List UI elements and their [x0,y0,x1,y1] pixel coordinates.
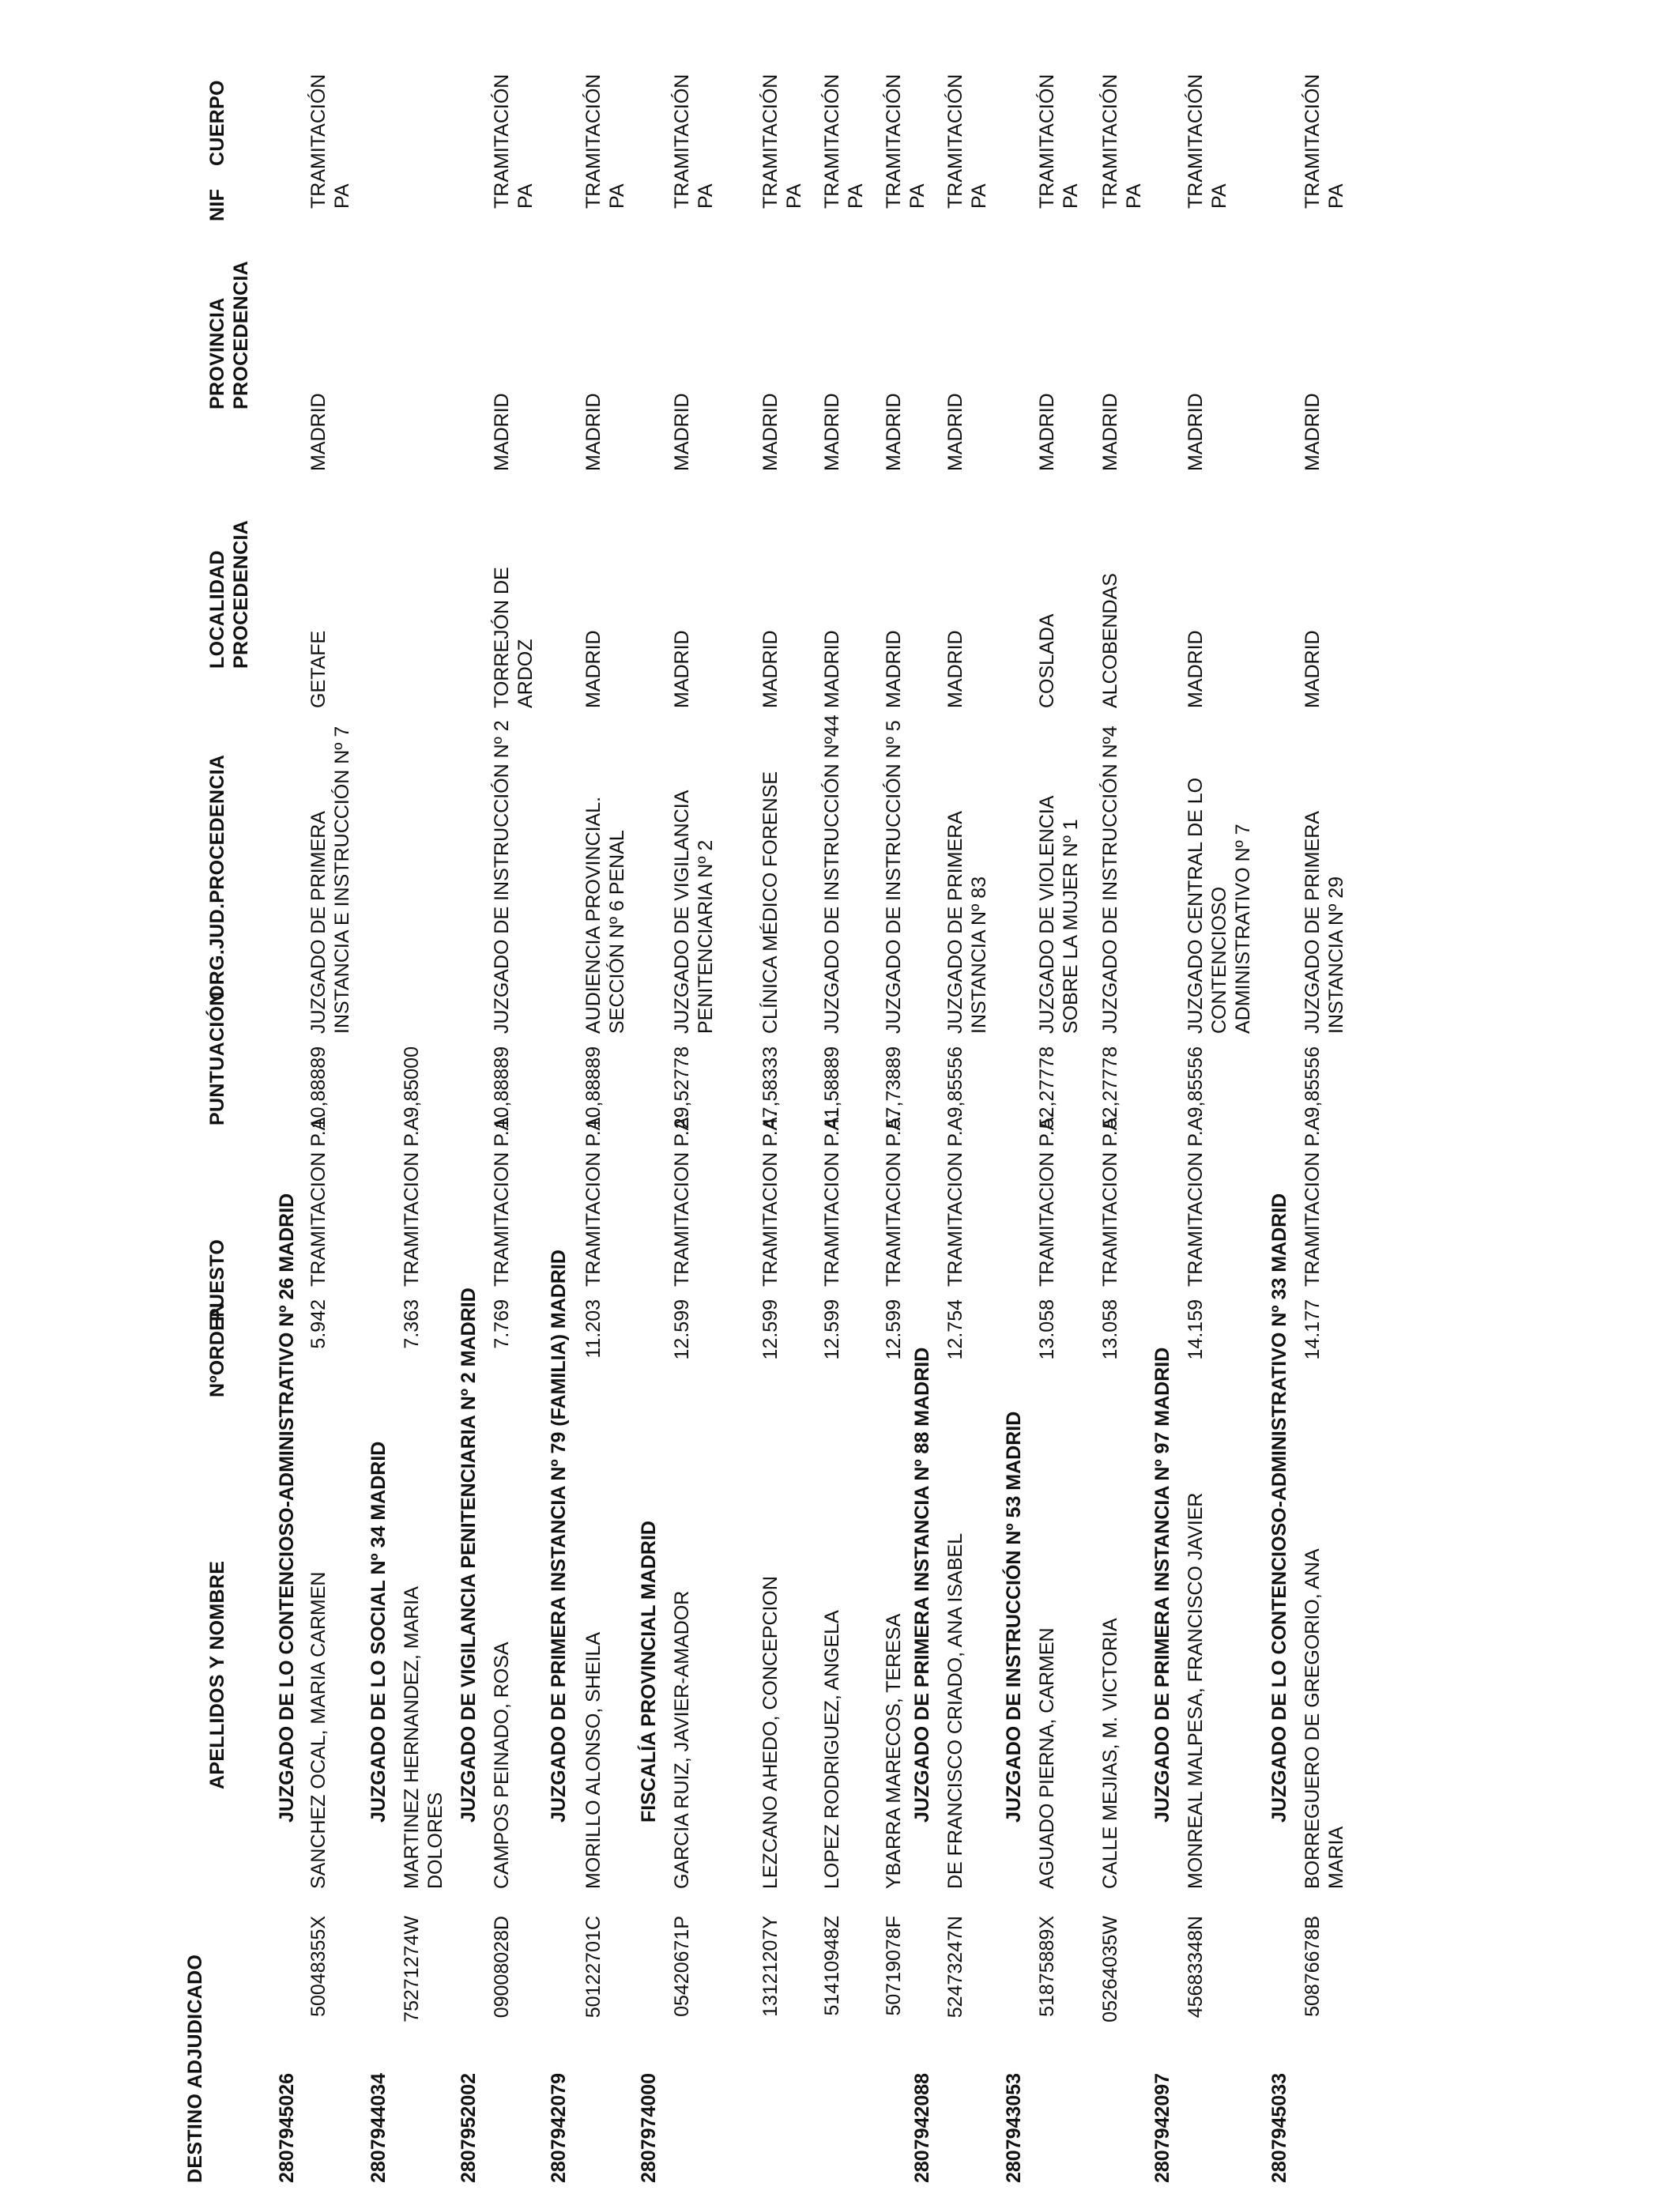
nif-cell: 13121207Y [759,1916,782,2017]
group-code: 2807945026 [276,2072,298,2183]
nif-cell: 51875889X [1036,1916,1058,2017]
puesto-cell: TRAMITACION P.A. [1099,1111,1121,1287]
nif-cell: 50048355X [307,1916,330,2017]
nif-cell: 09008028D [491,1916,513,2019]
nif-cell: 50719078F [883,1916,905,2016]
cuerpo-cell: PA [695,183,717,209]
orden-cell: 13.058 [1099,1299,1121,1360]
col-nif: NIF [206,188,228,221]
cuerpo-cell: PA [1208,183,1230,209]
col-puntuacion: PUNTUACIÓN [206,991,228,1125]
cuerpo-cell: PA [1325,183,1347,209]
provincia-cell: MADRID [944,393,966,471]
nombre-cell: SANCHEZ OCAL, MARIA CARMEN [307,1571,330,1889]
col-norden: NºORDEN [206,1302,228,1397]
group-code: 2807944034 [367,2072,390,2183]
org-cell: JUZGADO DE PRIMERA [944,811,966,1034]
group-code: 2807942088 [911,2072,933,2183]
group-name: JUZGADO DE LO CONTENCIOSO-ADMINISTRATIVO Nº 33 MADRID [1268,1193,1290,1823]
group-name: FISCALÍA PROVINCIAL MADRID [638,1521,660,1823]
group-code: 2807943053 [1003,2072,1025,2183]
localidad-cell: MADRID [821,630,843,708]
puntuacion-cell: 9,85556 [1185,1046,1207,1118]
cuerpo-cell: TRAMITACIÓN [307,74,330,209]
org-cell: JUZGADO DE PRIMERA [1301,811,1324,1034]
nombre-cell: YBARRA MARECOS, TERESA [883,1613,905,1889]
col-provincia-2: PROCEDENCIA [230,260,252,409]
orden-cell: 5.942 [307,1299,330,1349]
col-cuerpo: CUERPO [206,80,228,166]
puesto-cell: TRAMITACION P.A. [401,1111,423,1287]
localidad-cell: MADRID [582,630,605,708]
cuerpo-cell: TRAMITACIÓN [759,74,782,209]
group-name: JUZGADO DE INSTRUCCIÓN Nº 53 MADRID [1003,1411,1025,1823]
group-name: JUZGADO DE PRIMERA INSTANCIA Nº 97 MADRID [1151,1347,1173,1823]
puntuacion-cell: 41,58889 [821,1046,843,1129]
puntuacion-cell: 10,88889 [307,1046,330,1129]
group-name: JUZGADO DE PRIMERA INSTANCIA Nº 88 MADRID [911,1347,933,1823]
org-cell: ADMINISTRATIVO Nº 7 [1232,824,1254,1034]
org-cell: JUZGADO DE VIOLENCIA [1036,795,1058,1034]
col-apellidos: APELLIDOS Y NOMBRE [206,1560,228,1789]
col-puesto: PUESTO [206,1238,228,1321]
cuerpo-cell: PA [968,183,990,209]
puesto-cell: TRAMITACION P.A. [1036,1111,1058,1287]
puntuacion-cell: 57,73889 [883,1046,905,1129]
orden-cell: 12.599 [821,1299,843,1360]
puesto-cell: TRAMITACION P.A. [582,1111,605,1287]
org-cell: JUZGADO DE INSTRUCCIÓN Nº 5 [883,720,905,1034]
org-cell: SOBRE LA MUJER Nº 1 [1060,819,1082,1034]
localidad-cell: ARDOZ [514,639,537,708]
orden-cell: 14.177 [1301,1299,1324,1360]
nombre-cell: MORILLO ALONSO, SHEILA [582,1631,605,1889]
org-cell: JUZGADO DE INSTRUCCIÓN Nº4 [1099,726,1121,1034]
cuerpo-cell: TRAMITACIÓN [671,74,693,209]
localidad-cell: COSLADA [1036,613,1058,708]
org-cell: AUDIENCIA PROVINCIAL. [582,796,605,1034]
puntuacion-cell: 52,27778 [1099,1046,1121,1129]
nombre-cell: AGUADO PIERNA, CARMEN [1036,1627,1058,1889]
provincia-cell: MADRID [491,393,513,471]
nif-cell: 50122701C [582,1916,605,2019]
localidad-cell: MADRID [944,630,966,708]
cuerpo-cell: PA [1060,183,1082,209]
puesto-cell: TRAMITACION P.A. [307,1111,330,1287]
col-localidad-2: PROCEDENCIA [230,519,252,669]
nif-cell: 51410948Z [821,1916,843,2016]
org-cell: INSTANCIA Nº 83 [968,876,990,1034]
orden-cell: 12.754 [944,1299,966,1360]
localidad-cell: MADRID [759,630,782,708]
localidad-cell: TORREJÓN DE [491,567,513,708]
col-localidad-1: LOCALIDAD [206,550,228,669]
provincia-cell: MADRID [307,393,330,471]
localidad-cell: MADRID [1185,630,1207,708]
puntuacion-cell: 10,88889 [491,1046,513,1129]
cuerpo-cell: TRAMITACIÓN [1036,74,1058,209]
org-cell: INSTANCIA E INSTRUCCIÓN Nº 7 [331,726,353,1034]
cuerpo-cell: TRAMITACIÓN [491,74,513,209]
cuerpo-cell: TRAMITACIÓN [883,74,905,209]
cuerpo-cell: TRAMITACIÓN [1099,74,1121,209]
org-cell: JUZGADO DE PRIMERA [307,811,330,1034]
org-cell: JUZGADO DE VIGILANCIA [671,790,693,1034]
puesto-cell: TRAMITACION P.A. [671,1111,693,1287]
destino-adjudicado-label: DESTINO ADJUDICADO [184,1954,206,2183]
nombre-cell: DE FRANCISCO CRIADO, ANA ISABEL [944,1532,966,1889]
col-org: ORG.JUD.PROCEDENCIA [206,754,228,1001]
cuerpo-cell: PA [606,183,628,209]
group-name: JUZGADO DE LO SOCIAL Nº 34 MADRID [367,1441,390,1823]
orden-cell: 14.159 [1185,1299,1207,1360]
cuerpo-cell: TRAMITACIÓN [582,74,605,209]
org-cell: JUZGADO CENTRAL DE LO [1185,777,1207,1034]
cuerpo-cell: PA [783,183,805,209]
cuerpo-cell: PA [845,183,867,209]
orden-cell: 7.769 [491,1299,513,1349]
puntuacion-cell: 10,88889 [582,1046,605,1129]
col-provincia-1: PROVINCIA [206,297,228,409]
localidad-cell: GETAFE [307,630,330,708]
group-code: 2807952002 [458,2072,480,2183]
cuerpo-cell: PA [906,183,929,209]
puntuacion-cell: 47,58333 [759,1046,782,1129]
puesto-cell: TRAMITACION P.A. [821,1111,843,1287]
org-cell: CLÍNICA MÉDICO FORENSE [759,771,782,1034]
puesto-cell: TRAMITACION P.A. [1185,1111,1207,1287]
cuerpo-cell: TRAMITACIÓN [944,74,966,209]
cuerpo-cell: TRAMITACIÓN [1185,74,1207,209]
orden-cell: 12.599 [883,1299,905,1360]
nombre-cell: CALLE MEJIAS, M. VICTORIA [1099,1618,1121,1889]
provincia-cell: MADRID [821,393,843,471]
group-code: 2807942097 [1151,2072,1173,2183]
nombre-cell: MARTINEZ HERNANDEZ, MARIA [401,1586,423,1889]
orden-cell: 12.599 [759,1299,782,1360]
nif-cell: 45683348N [1185,1916,1207,2019]
org-cell: CONTENCIOSO [1208,886,1230,1034]
puesto-cell: TRAMITACION P.A. [491,1111,513,1287]
group-code: 2807942079 [548,2072,570,2183]
nombre-cell: LEZCANO AHEDO, CONCEPCION [759,1576,782,1889]
provincia-cell: MADRID [1036,393,1058,471]
org-cell: SECCIÓN Nº 6 PENAL [606,830,628,1034]
cuerpo-cell: PA [514,183,537,209]
group-name: JUZGADO DE VIGILANCIA PENITENCIARIA Nº 2 MADRID [458,1287,480,1823]
org-cell: INSTANCIA Nº 29 [1325,876,1347,1034]
nombre-cell: GARCIA RUIZ, JAVIER-AMADOR [671,1590,693,1889]
nombre-cell: LOPEZ RODRIGUEZ, ANGELA [821,1610,843,1889]
puntuacion-cell: 9,85000 [401,1046,423,1118]
provincia-cell: MADRID [1099,393,1121,471]
nombre-cell: MARIA [1325,1826,1347,1889]
cuerpo-cell: PA [331,183,353,209]
provincia-cell: MADRID [883,393,905,471]
org-cell: PENITENCIARIA Nº 2 [695,839,717,1034]
nombre-cell: DOLORES [424,1792,446,1889]
group-name: JUZGADO DE PRIMERA INSTANCIA Nº 79 (FAMILIA) MADRID [548,1250,570,1823]
provincia-cell: MADRID [759,393,782,471]
orden-cell: 13.058 [1036,1299,1058,1360]
localidad-cell: MADRID [883,630,905,708]
cuerpo-cell: TRAMITACIÓN [821,74,843,209]
group-name: JUZGADO DE LO CONTENCIOSO-ADMINISTRATIVO Nº 26 MADRID [276,1193,298,1823]
puesto-cell: TRAMITACION P.A. [883,1111,905,1287]
orden-cell: 7.363 [401,1299,423,1349]
localidad-cell: ALCOBENDAS [1099,573,1121,708]
orden-cell: 11.203 [582,1299,605,1359]
cuerpo-cell: TRAMITACIÓN [1301,74,1324,209]
puntuacion-cell: 9,85556 [944,1046,966,1118]
nif-cell: 50876678B [1301,1916,1324,2017]
cuerpo-cell: PA [1123,183,1145,209]
puntuacion-cell: 29,52778 [671,1046,693,1129]
provincia-cell: MADRID [582,393,605,471]
group-code: 2807945033 [1268,2072,1290,2183]
nombre-cell: BORREGUERO DE GREGORIO, ANA [1301,1548,1324,1889]
provincia-cell: MADRID [1301,393,1324,471]
nif-cell: 05420671P [671,1916,693,2017]
nombre-cell: CAMPOS PEINADO, ROSA [491,1642,513,1889]
provincia-cell: MADRID [671,393,693,471]
nif-cell: 75271274W [401,1916,423,2022]
nif-cell: 52473247N [944,1916,966,2019]
group-code: 2807974000 [638,2072,660,2183]
puesto-cell: TRAMITACION P.A. [944,1111,966,1287]
orden-cell: 12.599 [671,1299,693,1360]
puesto-cell: TRAMITACION P.A. [759,1111,782,1287]
org-cell: JUZGADO DE INSTRUCCIÓN Nº 2 [491,720,513,1034]
provincia-cell: MADRID [1185,393,1207,471]
nombre-cell: MONREAL MALPESA, FRANCISCO JAVIER [1185,1492,1207,1889]
localidad-cell: MADRID [1301,630,1324,708]
puntuacion-cell: 52,27778 [1036,1046,1058,1129]
puesto-cell: TRAMITACION P.A. [1301,1111,1324,1287]
localidad-cell: MADRID [671,630,693,708]
nif-cell: 05264035W [1099,1916,1121,2022]
org-cell: JUZGADO DE INSTRUCCIÓN Nº44 [821,714,843,1034]
puntuacion-cell: 9,85556 [1301,1046,1324,1118]
